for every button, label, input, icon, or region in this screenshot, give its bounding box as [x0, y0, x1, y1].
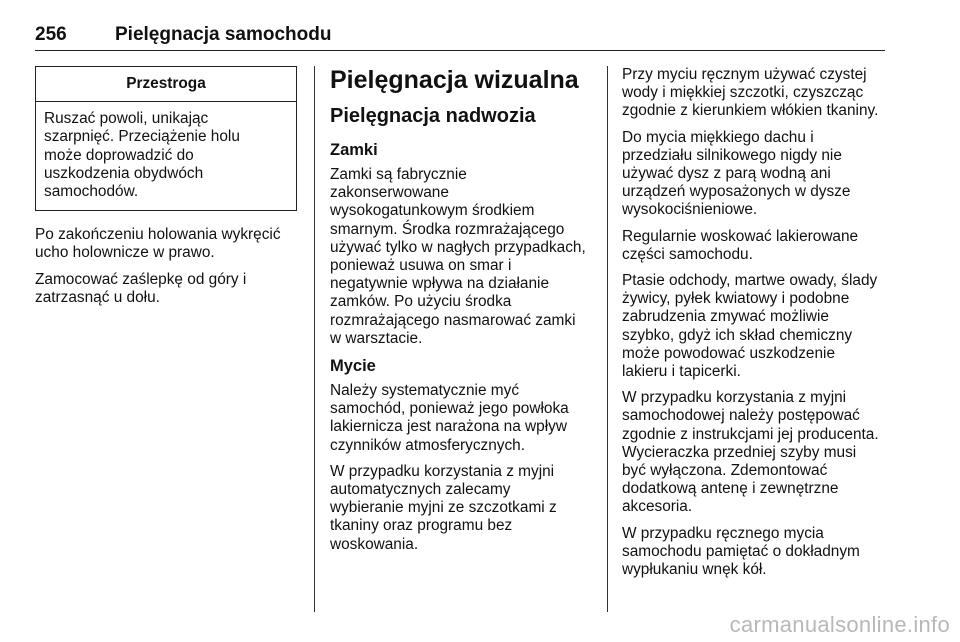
- topic-heading-zamki: Zamki: [330, 141, 378, 159]
- text-line: woskowania.: [330, 535, 419, 553]
- text-line: przedziału silnikowego nigdy nie: [622, 146, 842, 164]
- subsection-heading: Pielęgnacja nadwozia: [330, 105, 536, 127]
- text-line: Wycieraczka przedniej szyby musi: [622, 443, 857, 461]
- text-line: Po zakończeniu holowania wykręcić: [35, 226, 281, 244]
- paragraph: [330, 382, 600, 455]
- text-line: samochodowej należy postępować: [622, 407, 860, 425]
- running-title: Pielęgnacja samochodu: [115, 24, 332, 45]
- text-line: czynników atmosferycznych.: [330, 436, 526, 454]
- page-number: 256: [35, 24, 67, 45]
- text-line: zabrudzenia zmywać możliwie: [622, 308, 829, 326]
- text-line: W przypadku ręcznego mycia: [622, 524, 824, 542]
- text-line: być wyłączona. Zdemontować: [622, 462, 828, 480]
- text-line: Regularnie woskować lakierowane: [622, 227, 859, 245]
- text-line: smarnym. Środka rozmrażającego: [330, 220, 565, 238]
- paragraph: [622, 228, 892, 264]
- text-line: ponieważ usuwa on smar i: [330, 257, 512, 275]
- warning-box: [35, 66, 297, 211]
- text-line: części samochodu.: [622, 245, 753, 263]
- paragraph-group: [330, 382, 600, 554]
- text-line: Ruszać powoli, unikając: [44, 110, 209, 128]
- text-line: Należy systematycznie myć: [330, 382, 520, 400]
- text-line: uszkodzenia obydwóch: [44, 164, 204, 182]
- text-line: zgodnie z kierunkiem włókien tkaniny.: [622, 102, 879, 120]
- text-line: wysokogatunkowym środkiem: [330, 202, 535, 220]
- paragraph-group: [622, 66, 892, 579]
- text-line: może powodować uszkodzenie: [622, 344, 836, 362]
- text-line: Do mycia miękkiego dachu i: [622, 128, 814, 146]
- text-line: wysokociśnieniowe.: [622, 201, 758, 219]
- page-header: [35, 24, 885, 51]
- paragraph: [622, 66, 892, 121]
- section-heading: Pielęgnacja wizualna: [330, 66, 579, 94]
- text-line: W przypadku korzystania z myjni: [622, 389, 847, 407]
- column-divider: [607, 66, 608, 612]
- text-line: automatycznych zalecamy: [330, 481, 511, 499]
- text-line: tkaniny oraz programu bez: [330, 517, 513, 535]
- paragraph: [330, 463, 600, 554]
- text-line: używać dysz z parą wodną ani: [622, 165, 831, 183]
- paragraph: [622, 129, 892, 220]
- text-line: szarpnięć. Przeciążenie holu: [44, 128, 240, 146]
- text-line: dodatkową antenę i zewnętrzne: [622, 480, 839, 498]
- text-line: szybko, gdyż ich skład chemiczny: [622, 326, 853, 344]
- text-line: samochodu pamiętać o dokładnym: [622, 542, 860, 560]
- text-line: Zamocować zaślepkę od góry i: [35, 270, 247, 288]
- paragraph: [330, 166, 600, 348]
- text-line: rozmrażającego nasmarować zamki: [330, 311, 576, 329]
- warning-title: Przestroga: [36, 67, 296, 102]
- column-divider: [314, 66, 315, 612]
- text-line: zakonserwowane: [330, 184, 449, 202]
- paragraph-group: [330, 166, 600, 348]
- topic-heading-mycie: Mycie: [330, 357, 376, 376]
- text-line: lakieru i tapicerki.: [622, 363, 741, 381]
- watermark: carmanualsonline.info: [729, 612, 950, 637]
- text-line: używać tylko w nagłych przypadkach,: [330, 238, 586, 256]
- text-line: zatrzasnąć u dołu.: [35, 288, 160, 306]
- text-line: ucho holownicze w prawo.: [35, 244, 215, 262]
- column-middle: [330, 66, 600, 562]
- text-line: Zamki są fabrycznie: [330, 166, 467, 183]
- text-line: akcesoria.: [622, 498, 693, 516]
- text-line: Ptasie odchody, martwe owady, ślady: [622, 272, 878, 290]
- warning-text: [36, 102, 296, 210]
- text-line: samochód, ponieważ jego powłoka: [330, 400, 569, 418]
- text-line: wybieranie myjni ze szczotkami z: [330, 499, 557, 517]
- column-left: [35, 66, 297, 315]
- text-line: lakiernicza jest narażona na wpływ: [330, 418, 567, 436]
- text-line: samochodów.: [44, 183, 139, 201]
- text-line: zamków. Po użyciu środka: [330, 293, 512, 311]
- text-line: negatywnie wpływa na działanie: [330, 275, 550, 293]
- text-line: wypłukaniu wnęk kół.: [622, 561, 767, 579]
- paragraph: [622, 525, 892, 580]
- text-line: wody i miękkiej szczotki, czyszcząc: [622, 84, 864, 102]
- text-line: Przy myciu ręcznym używać czystej: [622, 66, 867, 83]
- text-line: żywicy, pyłek kwiatowy i podobne: [622, 290, 850, 308]
- text-line: W przypadku korzystania z myjni: [330, 462, 555, 480]
- column-right: [622, 66, 892, 587]
- text-line: w warsztacie.: [330, 329, 423, 347]
- paragraph: [35, 226, 297, 262]
- text-line: zgodnie z instrukcjami jej producenta.: [622, 425, 879, 443]
- paragraph: [622, 272, 892, 381]
- paragraph: [35, 271, 297, 307]
- text-line: może doprowadzić do: [44, 146, 194, 164]
- text-line: urządzeń wyposażonych w dysze: [622, 183, 851, 201]
- paragraph: [622, 389, 892, 516]
